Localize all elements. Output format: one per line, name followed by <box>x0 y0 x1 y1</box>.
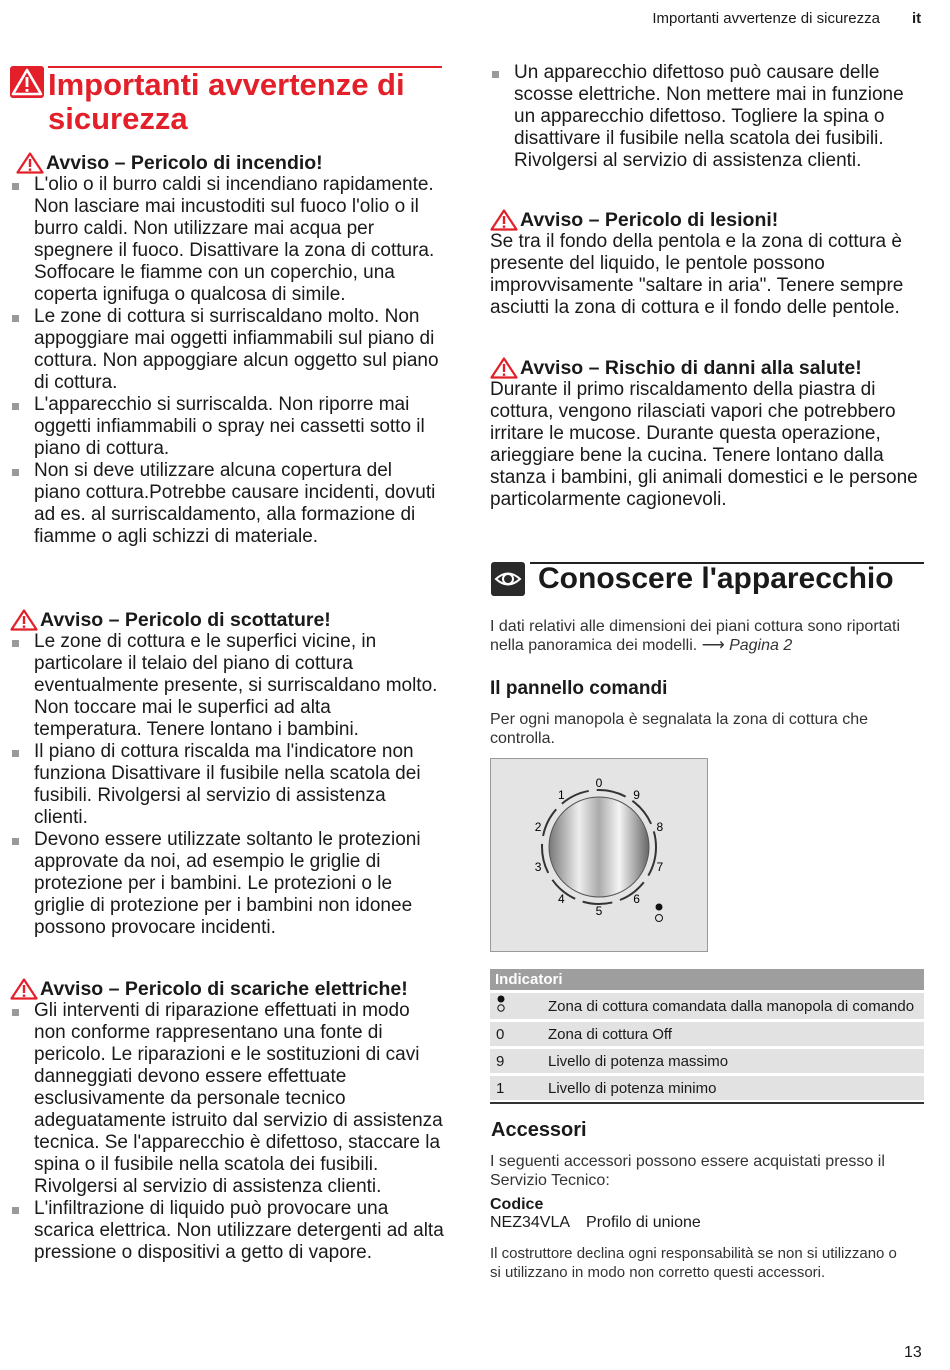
warning-heading: Avviso – Pericolo di lesioni! <box>520 209 779 231</box>
accessories-heading: Accessori <box>491 1119 587 1141</box>
table-cell: 1 <box>490 1076 542 1100</box>
page-number: 13 <box>904 1344 922 1361</box>
warning-fire <box>16 152 442 548</box>
dot-indicator-icon <box>490 993 542 1019</box>
list-item: Un apparecchio difettoso può causare delle scosse elettriche. Non mettere mai in funzione un apparecchio difettoso. Togliere la spina o disattivare il fusibile nella scatola dei fusibili. Rivolgersi al servizio di assistenza clienti. <box>490 62 926 172</box>
disclaimer: Il costruttore declina ogni responsabilità se non si utilizzano o si utilizzano in modo non corretto questi accessori. <box>490 1245 897 1281</box>
list-item: Devono essere utilizzate soltanto le protezioni approvate da noi, ad esempio le griglie di protezione per i bambini. Le protezioni o le griglie di protezione per i bambini non idonee possono provocare incidenti. <box>10 829 442 939</box>
page-title: Importanti avvertenze di sicurezza <box>48 67 405 136</box>
knob-label: 5 <box>595 904 603 918</box>
table-row <box>490 1049 924 1073</box>
knob-label: 4 <box>558 891 565 906</box>
warning-heading: Avviso – Pericolo di incendio! <box>46 152 323 174</box>
warning-box-icon <box>10 66 44 98</box>
intro-body: I dati relativi alle dimensioni dei piani cottura sono riportati nella panoramica dei modelli. <box>490 618 900 654</box>
list-item: Gli interventi di riparazione effettuati in modo non conforme rappresentano una fonte di pericolo. Le riparazioni e le sostituzioni di cavi danneggiati devono essere effettuate esclusivamente da personale tecnico adeguatamente istruito dal servizio di assistenza tecnica. Se l'apparecchio è difettoso, staccare la spina o il fusibile nella scatola dei fusibili. Rivolgersi al servizio di assistenza clienti. <box>10 1000 446 1198</box>
knob-label: 6 <box>633 891 640 906</box>
warning-heading: Avviso – Pericolo di scariche elettriche! <box>40 978 408 1000</box>
knob-label: 2 <box>534 820 542 835</box>
accessory-row <box>490 1214 701 1232</box>
table-row <box>490 1076 924 1100</box>
panel-text: Per ogni manopola è segnalata la zona di cottura che controlla. <box>490 711 869 747</box>
table-row <box>490 1022 924 1046</box>
table-cell: 9 <box>490 1049 542 1073</box>
table-cell: Zona di cottura Off <box>542 1022 924 1046</box>
electric-bullet <box>490 62 926 172</box>
arrow-icon: ⟶ <box>701 637 725 654</box>
warning-health <box>490 357 926 511</box>
code-label: Codice <box>490 1196 544 1213</box>
page-link[interactable]: Pagina 2 <box>729 637 793 654</box>
warning-icon <box>10 978 38 1000</box>
accessory-name: Profilo di unione <box>586 1214 701 1231</box>
warning-icon <box>490 209 518 231</box>
warning-burns <box>10 609 442 939</box>
knob-label: 1 <box>558 788 565 803</box>
warning-icon <box>490 357 518 379</box>
warning-icon <box>16 152 44 174</box>
knob-label: 3 <box>534 859 542 874</box>
indicator-table <box>490 966 924 1103</box>
knob-label: 0 <box>595 776 603 790</box>
knob-label: 9 <box>633 788 640 803</box>
list-item: Non si deve utilizzare alcuna copertura del piano cottura.Potrebbe causare incidenti, dovuti ad es. al surriscaldamento, alla formazione di fiamme o agli schizzi di materiale. <box>10 460 442 548</box>
table-row <box>490 993 924 1019</box>
warning-heading: Avviso – Rischio di danni alla salute! <box>520 357 862 379</box>
table-rule <box>490 1102 924 1103</box>
table-cell: 0 <box>490 1022 542 1046</box>
warning-icon <box>10 609 38 631</box>
warning-injury <box>490 209 922 319</box>
warning-text: Se tra il fondo della pentola e la zona di cottura è presente del liquido, le pentole possono improvvisamente "saltare in aria". Tenere sempre asciutti la zona di cottura e il fondo delle pentole. <box>490 231 904 318</box>
warning-electric <box>10 978 446 1264</box>
knob-label: 7 <box>656 859 664 874</box>
list-item: Le zone di cottura e le superfici vicine, in particolare il telaio del piano di cottura eventualmente presente, si surriscaldano molto. Non toccare mai le superfici ad alta temperatura. Tenere lontano i bambini. <box>10 631 442 741</box>
warning-text: Durante il primo riscaldamento della piastra di cottura, vengono rilasciati vapori che potrebbero irritare le mucose. Durante questa operazione, arieggiare bene la cucina. Tenere lontano dalla stanza i bambini, gli animali domestici e le persone particolarmente cagionevoli. <box>490 379 918 510</box>
control-knob-illustration <box>490 758 708 952</box>
eye-icon <box>491 562 525 596</box>
table-cell: Zona di cottura comandata dalla manopola di comando <box>542 993 924 1019</box>
list-item: L'olio o il burro caldi si incendiano rapidamente. Non lasciare mai incustoditi sul fuoco l'olio o il burro caldi. Non utilizzare mai acqua per spegnere il fuoco. Disattivare la zona di cottura. Soffocare le fiamme con un coperchio, una coperta ignifuga o qualcosa di simile. <box>10 174 442 306</box>
list-item: L'infiltrazione di liquido può provocare una scarica elettrica. Non utilizzare detergenti ad alta pressione o dispositivi a getto di vapore. <box>10 1198 446 1264</box>
intro-text <box>490 617 910 655</box>
table-cell: Livello di potenza minimo <box>542 1076 924 1100</box>
section-title: Conoscere l'apparecchio <box>538 562 894 595</box>
language-code: it <box>912 10 922 27</box>
list-item: Il piano di cottura riscalda ma l'indicatore non funziona Disattivare il fusibile nella scatola dei fusibili. Rivolgersi al servizio di assistenza clienti. <box>10 741 442 829</box>
warning-heading: Avviso – Pericolo di scottature! <box>40 609 331 631</box>
panel-heading: Il pannello comandi <box>490 678 668 699</box>
accessory-code: NEZ34VLA <box>490 1214 571 1231</box>
table-cell: Livello di potenza massimo <box>542 1049 924 1073</box>
accessories-text: I seguenti accessori possono essere acquistati presso il Servizio Tecnico: <box>490 1153 885 1189</box>
knob-label: 8 <box>656 820 664 835</box>
list-item: L'apparecchio si surriscalda. Non riporre mai oggetti infiammabili o spray nei cassetti sotto il piano di cottura. <box>10 394 442 460</box>
table-header: Indicatori <box>490 969 924 990</box>
running-header: Importanti avvertenze di sicurezza <box>652 10 880 27</box>
list-item: Le zone di cottura si surriscaldano molto. Non appoggiare mai oggetti infiammabili sul piano di cottura. Non appoggiare alcun oggetto sul piano di cottura. <box>10 306 442 394</box>
